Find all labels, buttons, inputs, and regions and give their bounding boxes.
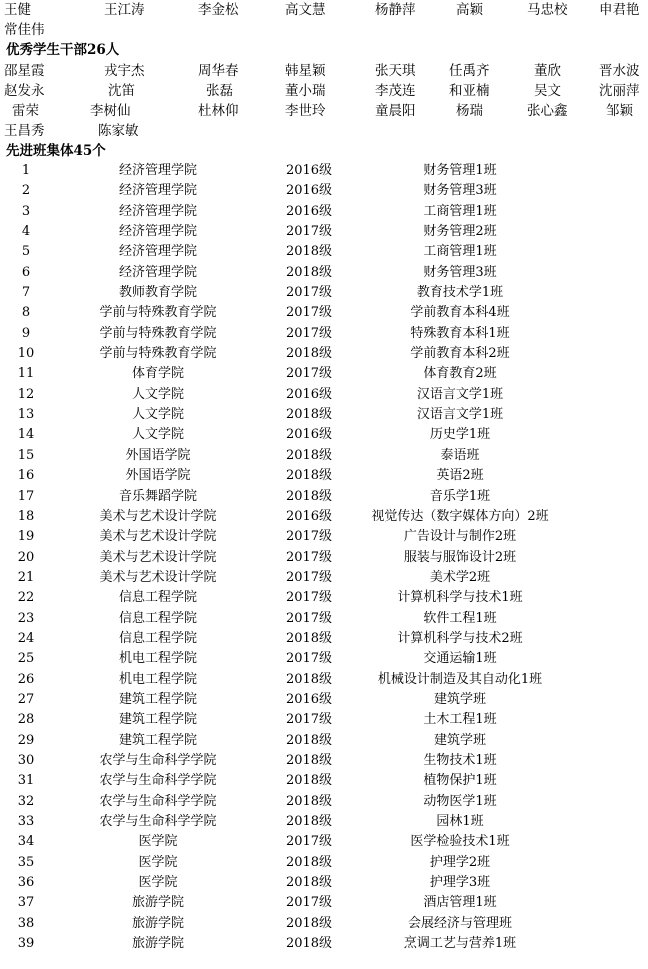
grade: 2017级: [285, 224, 333, 240]
table-row: [0, 649, 648, 669]
table-row: [0, 609, 648, 629]
grade: 2017级: [285, 549, 333, 565]
grade: 2017级: [285, 325, 333, 341]
class-name: 机械设计制造及其自动化1班: [377, 671, 543, 687]
table-row: [0, 507, 648, 527]
grade: 2017级: [285, 366, 333, 382]
row-number: 29: [17, 732, 35, 748]
cadre-name: 晋水波: [599, 63, 640, 79]
row-number: 6: [21, 264, 31, 280]
college-name: 信息工程学院: [118, 610, 197, 626]
class-name: 学前教育本科2班: [410, 346, 510, 362]
row-number: 9: [21, 325, 31, 341]
table-row: [0, 446, 648, 466]
grade: 2018级: [285, 915, 333, 931]
class-name: 特殊教育本科1班: [410, 325, 510, 341]
table-row: [0, 873, 648, 893]
class-name: 广告设计与制作2班: [403, 529, 517, 545]
class-name: 财务管理1班: [423, 163, 497, 178]
table-row: [0, 548, 648, 568]
row-number: 18: [17, 508, 35, 524]
cadre-name: 雷荣: [12, 103, 39, 119]
table-row: [0, 771, 648, 791]
cadre-row: [0, 61, 648, 81]
class-name: 建筑学班: [433, 691, 486, 707]
cadre-name: 董欣: [534, 63, 561, 79]
row-number: 3: [21, 203, 31, 219]
class-name: 动物医学1班: [423, 793, 497, 809]
college-name: 农学与生命科学学院: [99, 773, 217, 789]
cadre-name: 李树仙: [90, 103, 131, 119]
cadre-name: 王昌秀: [4, 123, 45, 139]
row-number: 33: [17, 814, 35, 829]
college-name: 外国语学院: [125, 468, 191, 484]
grade: 2018级: [285, 346, 333, 362]
grade: 2018级: [285, 671, 333, 687]
college-name: 旅游学院: [131, 936, 184, 952]
college-name: 旅游学院: [131, 915, 184, 931]
cadre-name: 沈笛: [108, 83, 135, 99]
student-name: 王健: [4, 2, 31, 18]
table-row: [0, 425, 648, 445]
grade: 2017级: [285, 590, 333, 606]
class-name: 计算机科学与技术1班: [397, 590, 523, 606]
college-name: 经济管理学院: [118, 224, 197, 240]
grade: 2017级: [285, 712, 333, 728]
grade: 2018级: [285, 447, 333, 463]
class-name: 财务管理3班: [423, 183, 497, 199]
row-number: 2: [21, 183, 31, 199]
grade: 2018级: [285, 752, 333, 768]
name-row-top-2: [0, 20, 648, 40]
row-number: 21: [17, 569, 35, 585]
grade: 2018级: [285, 468, 333, 484]
grade: 2017级: [285, 305, 333, 321]
table-row: [0, 893, 648, 913]
row-number: 39: [17, 936, 35, 952]
section-heading-classes: 先进班集体45个: [6, 143, 106, 159]
college-name: 机电工程学院: [118, 651, 197, 667]
grade: 2018级: [285, 264, 333, 280]
table-row: [0, 832, 648, 852]
class-name: 软件工程1班: [423, 610, 497, 626]
row-number: 24: [17, 630, 35, 646]
grade: 2018级: [285, 630, 333, 646]
class-table: [0, 161, 648, 954]
college-name: 人文学院: [131, 427, 184, 443]
row-number: 37: [17, 895, 35, 911]
college-name: 人文学院: [131, 407, 184, 423]
table-row: [0, 364, 648, 384]
cadre-name: 杜林仰: [198, 103, 239, 119]
class-name: 教育技术学1班: [416, 285, 504, 301]
grade: 2017级: [285, 834, 333, 850]
row-number: 17: [17, 488, 35, 504]
grade: 2016级: [285, 203, 333, 219]
grade: 2017级: [285, 569, 333, 585]
college-name: 农学与生命科学学院: [99, 814, 217, 829]
cadre-name: 邵星霞: [4, 63, 45, 79]
college-name: 经济管理学院: [118, 163, 197, 178]
student-name: 杨静萍: [375, 2, 416, 18]
college-name: 医学院: [138, 834, 178, 850]
cadre-name: 杨瑞: [456, 103, 483, 119]
grade: 2018级: [285, 793, 333, 809]
class-name: 交通运输1班: [423, 651, 497, 667]
student-name: 高文慧: [285, 2, 326, 18]
row-number: 14: [17, 427, 35, 443]
college-name: 教师教育学院: [118, 285, 197, 301]
college-name: 学前与特殊教育学院: [99, 325, 217, 341]
class-name: 计算机科学与技术2班: [397, 630, 523, 646]
college-name: 建筑工程学院: [118, 712, 197, 728]
cadre-name: 戎宇杰: [104, 63, 145, 79]
cadre-name: 李世玲: [285, 103, 326, 119]
cadre-name: 董小瑞: [285, 83, 326, 99]
college-name: 外国语学院: [125, 447, 191, 463]
college-name: 医学院: [138, 854, 178, 870]
table-row: [0, 588, 648, 608]
row-number: 11: [17, 366, 35, 382]
cadre-name: 张心鑫: [527, 103, 568, 119]
cadre-name: 吴文: [534, 83, 561, 99]
table-row: [0, 303, 648, 323]
grade: 2018级: [285, 732, 333, 748]
student-name: 申君艳: [599, 2, 640, 18]
college-name: 机电工程学院: [118, 671, 197, 687]
class-name: 汉语言文学1班: [416, 407, 504, 423]
row-number: 8: [21, 305, 31, 321]
class-name: 财务管理2班: [423, 224, 497, 240]
table-row: [0, 731, 648, 751]
table-row: [0, 222, 648, 242]
table-row: [0, 385, 648, 405]
grade: 2018级: [285, 875, 333, 891]
table-row: [0, 161, 648, 181]
college-name: 人文学院: [131, 386, 184, 402]
cadre-name: 和亚楠: [449, 83, 490, 99]
class-name: 工商管理1班: [423, 203, 497, 219]
table-row: [0, 812, 648, 832]
cadre-name: 张天琪: [375, 63, 416, 79]
college-name: 信息工程学院: [118, 630, 197, 646]
student-name: 李金松: [198, 2, 239, 18]
table-row: [0, 710, 648, 730]
cadre-row: [0, 101, 648, 121]
section-heading-cadres: 优秀学生干部26人: [6, 42, 120, 58]
table-row: [0, 202, 648, 222]
grade: 2018级: [285, 814, 333, 829]
class-name: 植物保护1班: [423, 773, 497, 789]
class-name: 土木工程1班: [423, 712, 497, 728]
name-row-top-1: [0, 0, 648, 20]
college-name: 经济管理学院: [118, 203, 197, 219]
student-name: 王江涛: [104, 2, 145, 18]
table-row: [0, 263, 648, 283]
grade: 2017级: [285, 895, 333, 911]
cadre-name: 周华春: [198, 63, 239, 79]
cadre-name: 陈家敏: [98, 123, 139, 139]
table-row: [0, 690, 648, 710]
row-number: 19: [17, 529, 35, 545]
class-name: 汉语言文学1班: [416, 386, 504, 402]
college-name: 旅游学院: [131, 895, 184, 911]
row-number: 36: [17, 875, 35, 891]
row-number: 27: [17, 691, 35, 707]
row-number: 25: [17, 651, 35, 667]
table-row: [0, 568, 648, 588]
row-number: 12: [17, 386, 35, 402]
college-name: 美术与艺术设计学院: [99, 508, 217, 524]
class-name: 工商管理1班: [423, 244, 497, 260]
class-name: 英语2班: [436, 468, 484, 484]
grade: 2018级: [285, 488, 333, 504]
table-row: [0, 487, 648, 507]
college-name: 信息工程学院: [118, 590, 197, 606]
student-name: 高颖: [456, 2, 483, 18]
grade: 2016级: [285, 427, 333, 443]
grade: 2018级: [285, 854, 333, 870]
grade: 2017级: [285, 651, 333, 667]
class-name: 视觉传达（数字媒体方向）2班: [371, 508, 549, 524]
college-name: 农学与生命科学学院: [99, 793, 217, 809]
row-number: 30: [17, 752, 35, 768]
college-name: 经济管理学院: [118, 244, 197, 260]
table-row: [0, 914, 648, 934]
table-row: [0, 934, 648, 954]
college-name: 经济管理学院: [118, 264, 197, 280]
table-row: [0, 853, 648, 873]
row-number: 31: [17, 773, 35, 789]
class-name: 财务管理3班: [423, 264, 497, 280]
row-number: 22: [17, 590, 35, 606]
cadre-row: [0, 81, 648, 101]
grade: 2017级: [285, 610, 333, 626]
cadre-name: 李茂连: [375, 83, 416, 99]
college-name: 建筑工程学院: [118, 691, 197, 707]
table-row: [0, 670, 648, 690]
row-number: 13: [17, 407, 35, 423]
row-number: 35: [17, 854, 35, 870]
college-name: 医学院: [138, 875, 178, 891]
class-name: 生物技术1班: [423, 752, 497, 768]
row-number: 32: [17, 793, 35, 809]
row-number: 10: [17, 346, 35, 362]
grade: 2016级: [285, 691, 333, 707]
row-number: 26: [17, 671, 35, 687]
college-name: 建筑工程学院: [118, 732, 197, 748]
college-name: 农学与生命科学学院: [99, 752, 217, 768]
college-name: 经济管理学院: [118, 183, 197, 199]
class-name: 学前教育本科4班: [410, 305, 510, 321]
student-name: 常佳伟: [4, 22, 45, 38]
table-row: [0, 466, 648, 486]
student-name: 马忠校: [527, 2, 568, 18]
row-number: 15: [17, 447, 35, 463]
table-row: [0, 344, 648, 364]
college-name: 音乐舞蹈学院: [118, 488, 197, 504]
grade: 2018级: [285, 407, 333, 423]
cadre-name: 沈丽萍: [599, 83, 640, 99]
college-name: 美术与艺术设计学院: [99, 549, 217, 565]
cadre-name: 张磊: [206, 83, 233, 99]
table-row: [0, 283, 648, 303]
cadre-name: 童晨阳: [375, 103, 416, 119]
table-row: [0, 324, 648, 344]
class-name: 服装与服饰设计2班: [403, 549, 517, 565]
grade: 2016级: [285, 386, 333, 402]
cadre-name: 韩星颖: [285, 63, 326, 79]
college-name: 学前与特殊教育学院: [99, 346, 217, 362]
class-name: 历史学1班: [429, 427, 491, 443]
class-name: 泰语班: [440, 447, 480, 463]
row-number: 5: [21, 244, 31, 260]
row-number: 23: [17, 610, 35, 626]
table-row: [0, 405, 648, 425]
college-name: 体育学院: [131, 366, 184, 382]
class-name: 烹调工艺与营养1班: [403, 936, 517, 952]
class-name: 美术学2班: [429, 569, 491, 585]
cadre-row: [0, 121, 648, 141]
class-name: 护理学3班: [429, 875, 491, 891]
grade: 2018级: [285, 936, 333, 952]
row-number: 38: [17, 915, 35, 931]
row-number: 7: [21, 285, 31, 301]
class-name: 医学检验技术1班: [410, 834, 510, 850]
row-number: 20: [17, 549, 35, 565]
class-name: 园林1班: [436, 814, 484, 829]
cadre-name: 赵发永: [4, 83, 45, 99]
college-name: 美术与艺术设计学院: [99, 529, 217, 545]
row-number: 1: [21, 163, 31, 178]
college-name: 学前与特殊教育学院: [99, 305, 217, 321]
class-name: 护理学2班: [429, 854, 491, 870]
cadre-name: 任禹齐: [449, 63, 490, 79]
table-row: [0, 527, 648, 547]
row-number: 34: [17, 834, 35, 850]
college-name: 美术与艺术设计学院: [99, 569, 217, 585]
class-name: 酒店管理1班: [423, 895, 497, 911]
grade: 2016级: [285, 163, 333, 178]
grade: 2018级: [285, 244, 333, 260]
table-row: [0, 629, 648, 649]
row-number: 4: [21, 224, 31, 240]
table-row: [0, 751, 648, 771]
class-name: 建筑学班: [433, 732, 486, 748]
class-name: 音乐学1班: [429, 488, 491, 504]
row-number: 28: [17, 712, 35, 728]
class-name: 体育教育2班: [423, 366, 497, 382]
grade: 2017级: [285, 529, 333, 545]
grade: 2017级: [285, 285, 333, 301]
table-row: [0, 181, 648, 201]
grade: 2016级: [285, 508, 333, 524]
grade: 2016级: [285, 183, 333, 199]
table-row: [0, 792, 648, 812]
class-name: 会展经济与管理班: [407, 915, 512, 931]
row-number: 16: [17, 468, 35, 484]
cadre-name: 邹颖: [606, 103, 633, 119]
grade: 2018级: [285, 773, 333, 789]
table-row: [0, 242, 648, 262]
